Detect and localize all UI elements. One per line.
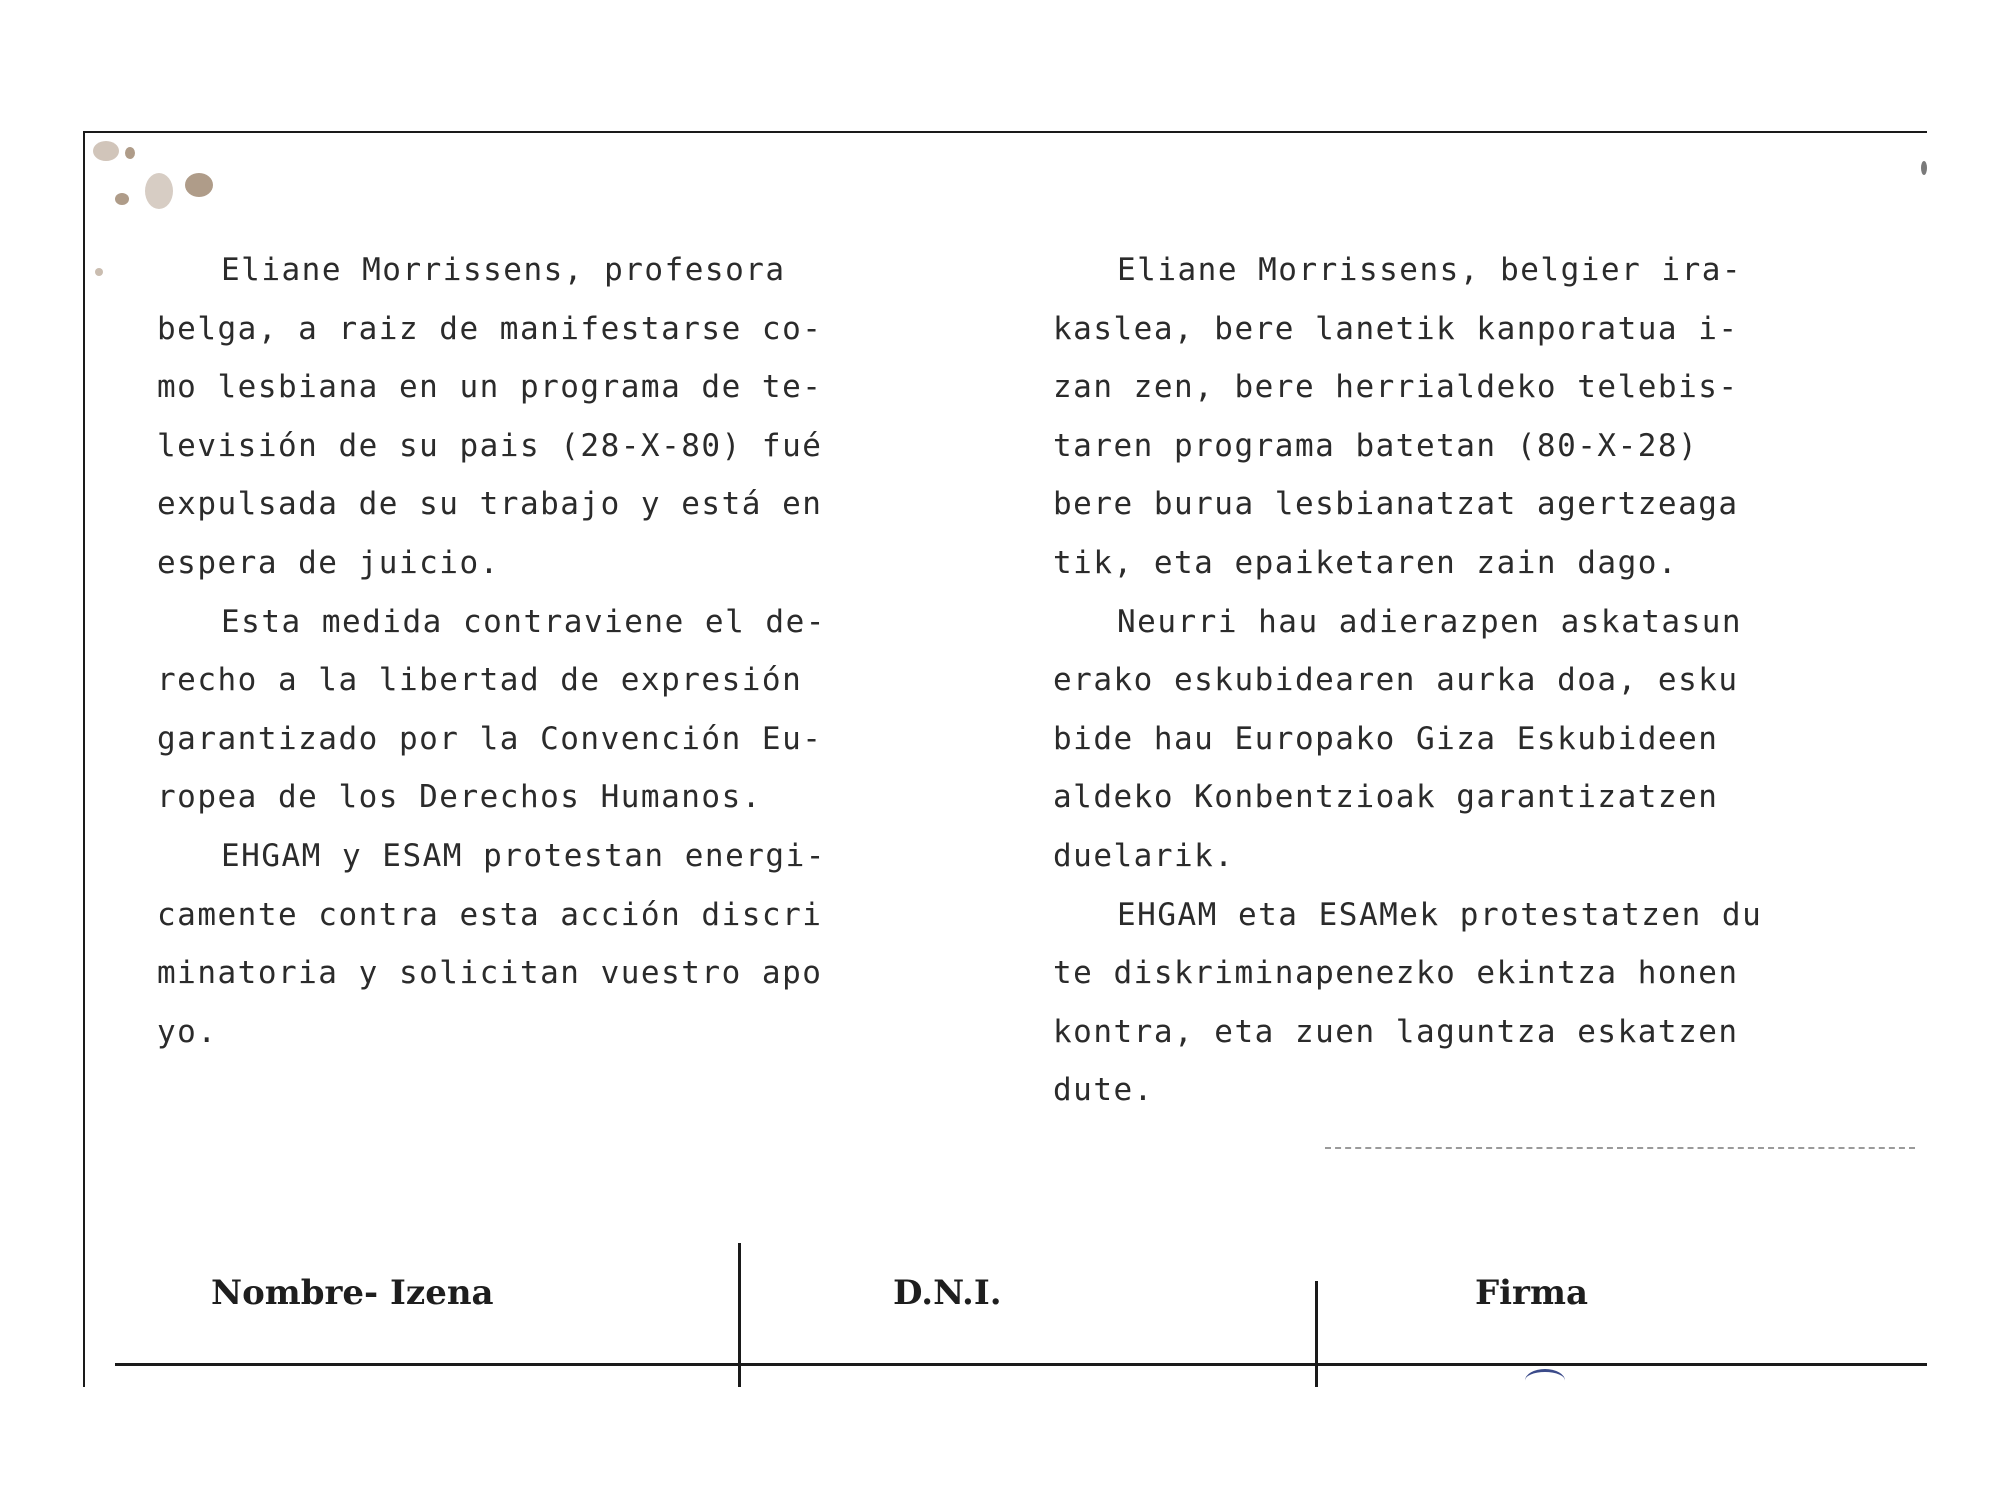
text-line: Eliane Morrissens, belgier ira- [1117,252,1743,288]
text-line: erako eskubidearen aurka doa, esku [1053,662,1739,699]
text-line: expulsada de su trabajo y está en [157,486,823,523]
text-line: tik, eta epaiketaren zain dago. [1053,544,1679,581]
column-divider [1315,1281,1318,1387]
ink-stain [115,193,129,205]
form-header-rule [115,1363,1927,1366]
text-line: Neurri hau adierazpen askatasun [1117,603,1743,640]
signature-column-label: Firma [1475,1273,1588,1313]
text-line: EHGAM y ESAM protestan energi- [221,837,826,874]
text-line: mo lesbiana en un programa de te- [157,369,823,406]
text-line: yo. [157,1013,218,1050]
text-line: recho a la libertad de expresión [157,662,803,699]
ink-stain [93,141,119,161]
dashed-divider [1325,1147,1915,1149]
ink-stain [95,268,103,276]
ink-stain [1921,161,1927,175]
ink-stain [125,147,135,159]
text-line: EHGAM eta ESAMek protestatzen du [1117,896,1763,933]
text-line: dute. [1053,1072,1154,1109]
document-sheet [83,131,1927,1387]
text-line: Eliane Morrissens, profesora [221,252,786,288]
text-line: levisión de su pais (28-X-80) fué [157,427,823,464]
basque-column [1053,241,1813,1120]
text-line: bere burua lesbianatzat agertzeaga [1053,486,1739,523]
text-line: bide hau Europako Giza Eskubideen [1053,720,1719,757]
pen-mark [1525,1369,1565,1387]
ink-stain [145,173,173,209]
text-line: kontra, eta zuen laguntza eskatzen [1053,1013,1739,1050]
ink-stain [185,173,213,197]
name-column-label: Nombre- Izena [211,1273,494,1313]
text-line: belga, a raiz de manifestarse co- [157,310,823,347]
spanish-column [157,241,917,1061]
text-line: taren programa batetan (80-X-28) [1053,427,1699,464]
text-line: te diskriminapenezko ekintza honen [1053,955,1739,992]
text-line: kaslea, bere lanetik kanporatua i- [1053,310,1739,347]
text-line: ropea de los Derechos Humanos. [157,779,762,816]
text-line: camente contra esta acción discri [157,896,823,933]
signature-form-header [85,1273,1927,1333]
text-line: aldeko Konbentzioak garantizatzen [1053,779,1719,816]
text-line: Esta medida contraviene el de- [221,603,826,640]
text-line: zan zen, bere herrialdeko telebis- [1053,369,1739,406]
text-line: garantizado por la Convención Eu- [157,720,823,757]
dni-column-label: D.N.I. [893,1273,1002,1313]
text-line: duelarik. [1053,837,1235,874]
text-line: espera de juicio. [157,544,500,581]
text-line: minatoria y solicitan vuestro apo [157,955,823,992]
